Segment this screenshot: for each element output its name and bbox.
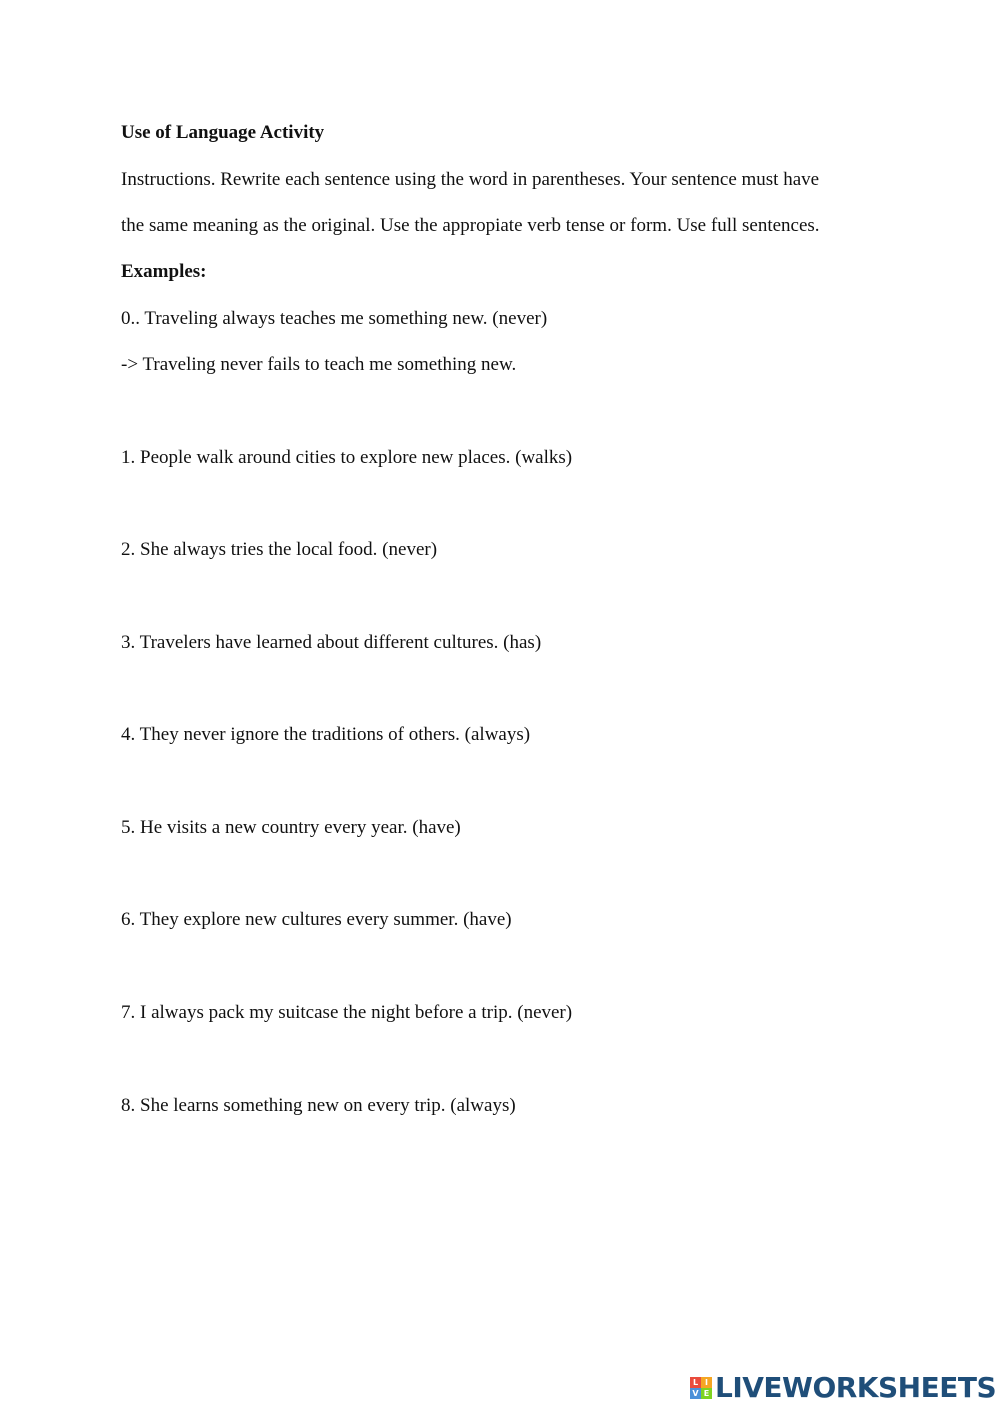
instructions-line-1: Instructions. Rewrite each sentence using the word in parentheses. Your sentence must have [121,169,820,190]
logo-letter-l: L [690,1377,701,1388]
brand-name: LIVEWORKSHEETS [715,1371,997,1404]
page-title: Use of Language Activity [121,122,325,143]
logo-letter-i: I [701,1377,712,1388]
example-answer: -> Traveling never fails to teach me something new. [121,354,517,375]
logo-letter-e: E [701,1388,712,1399]
examples-heading: Examples: [121,261,207,282]
question-4: 4. They never ignore the traditions of others. (always) [121,724,531,745]
question-3: 3. Travelers have learned about different cultures. (has) [121,632,542,653]
instructions-line-2: the same meaning as the original. Use the appropiate verb tense or form. Use full sentences. [121,215,820,236]
question-5: 5. He visits a new country every year. (have) [121,817,461,838]
example-sentence: 0.. Traveling always teaches me something new. (never) [121,308,548,329]
question-8: 8. She learns something new on every trip. (always) [121,1095,516,1116]
logo-letter-v: V [690,1388,701,1399]
question-1: 1. People walk around cities to explore new places. (walks) [121,447,573,468]
question-6: 6. They explore new cultures every summer. (have) [121,909,512,930]
liveworksheets-logo-icon [690,1377,712,1399]
question-2: 2. She always tries the local food. (never) [121,539,438,560]
liveworksheets-brand [690,1373,996,1403]
question-7: 7. I always pack my suitcase the night before a trip. (never) [121,1002,573,1023]
